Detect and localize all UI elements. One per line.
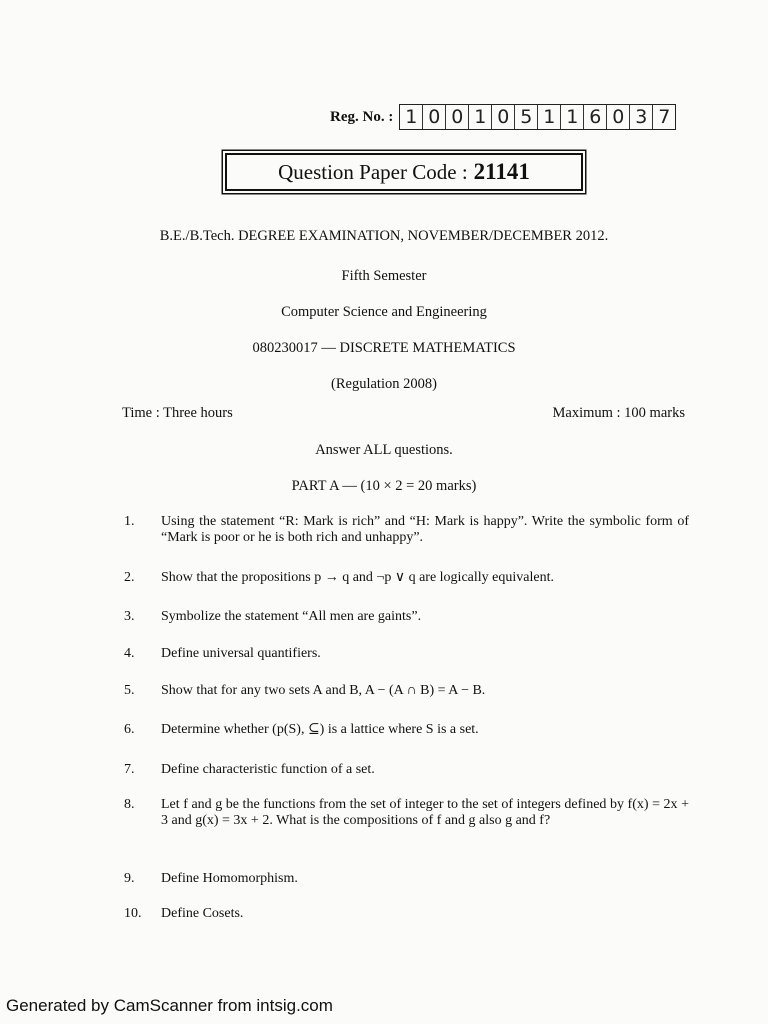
- part-heading: PART A — (10 × 2 = 20 marks): [291, 478, 477, 494]
- reg-digit: 0: [423, 105, 446, 129]
- subject: 080230017 — DISCRETE MATHEMATICS: [252, 340, 516, 356]
- reg-digit: 0: [607, 105, 630, 129]
- question-text: Show that the propositions p → q and ¬p ∨ q are logically equivalent.: [161, 570, 554, 585]
- regulation: (Regulation 2008): [331, 376, 437, 392]
- reg-no-box: [399, 104, 676, 130]
- reg-digit: 1: [469, 105, 492, 129]
- question-text: Determine whether (p(S), ⊆) is a lattice where S is a set.: [161, 722, 479, 737]
- question-item: [124, 514, 689, 546]
- question-item: [124, 797, 689, 829]
- question-text: Using the statement “R: Mark is rich” and “H: Mark is happy”. Write the symbolic form of “Mark is poor or he is both rich and unhappy”.: [161, 514, 689, 545]
- question-number: 3.: [124, 609, 135, 624]
- instruction: Answer ALL questions.: [315, 442, 453, 458]
- question-item: [124, 683, 689, 699]
- question-number: 7.: [124, 762, 135, 777]
- maximum-marks: Maximum : 100 marks: [552, 405, 685, 421]
- question-text: Show that for any two sets A and B, A − (A ∩ B) = A − B.: [161, 683, 486, 698]
- semester: Fifth Semester: [341, 268, 427, 284]
- question-text: Let f and g be the functions from the set of integer to the set of integers defined by f(x) = 2x + 3 and g(x) = 3x + 2. What is the compositions of f and g also g and f?: [161, 797, 689, 828]
- question-text: Symbolize the statement “All men are gaints”.: [161, 609, 422, 624]
- question-paper-code-label: Question Paper Code :: [278, 159, 468, 184]
- question-text: Define Cosets.: [161, 906, 244, 921]
- reg-no-label: Reg. No. :: [330, 108, 394, 125]
- reg-digit: 6: [584, 105, 607, 129]
- question-text: Define Homomorphism.: [161, 871, 298, 886]
- question-number: 6.: [124, 722, 135, 737]
- question-number: 4.: [124, 646, 135, 661]
- question-number: 1.: [124, 514, 135, 529]
- question-item: [124, 871, 689, 887]
- question-item: [124, 609, 689, 625]
- reg-no: [330, 104, 676, 130]
- question-item: [124, 906, 689, 922]
- reg-digit: 7: [658, 106, 671, 128]
- question-paper-code: 21141: [473, 159, 530, 184]
- question-text: Define universal quantifiers.: [161, 646, 321, 661]
- question-paper-code-box: [225, 153, 583, 191]
- time-allowed: Time : Three hours: [122, 405, 233, 421]
- reg-digit: 1: [400, 105, 423, 129]
- reg-digit: 0: [446, 105, 469, 129]
- question-number: 2.: [124, 570, 135, 585]
- question-item: [124, 570, 689, 586]
- question-text: Define characteristic function of a set.: [161, 762, 375, 777]
- question-number: 9.: [124, 871, 135, 886]
- question-number: 8.: [124, 797, 135, 812]
- question-item: [124, 646, 689, 662]
- exam-title: B.E./B.Tech. DEGREE EXAMINATION, NOVEMBER/DECEMBER 2012.: [159, 228, 609, 244]
- reg-digit: 5: [515, 105, 538, 129]
- question-item: [124, 762, 689, 778]
- time-marks-row: [122, 405, 685, 422]
- question-item: [124, 722, 689, 738]
- reg-digit: 3: [630, 105, 653, 129]
- branch: Computer Science and Engineering: [281, 304, 487, 320]
- reg-digit: 1: [538, 105, 561, 129]
- question-number: 10.: [124, 906, 142, 921]
- reg-digit: 1: [561, 105, 584, 129]
- reg-digit: 0: [492, 105, 515, 129]
- camscanner-footer: Generated by CamScanner from intsig.com: [6, 996, 333, 1015]
- question-number: 5.: [124, 683, 135, 698]
